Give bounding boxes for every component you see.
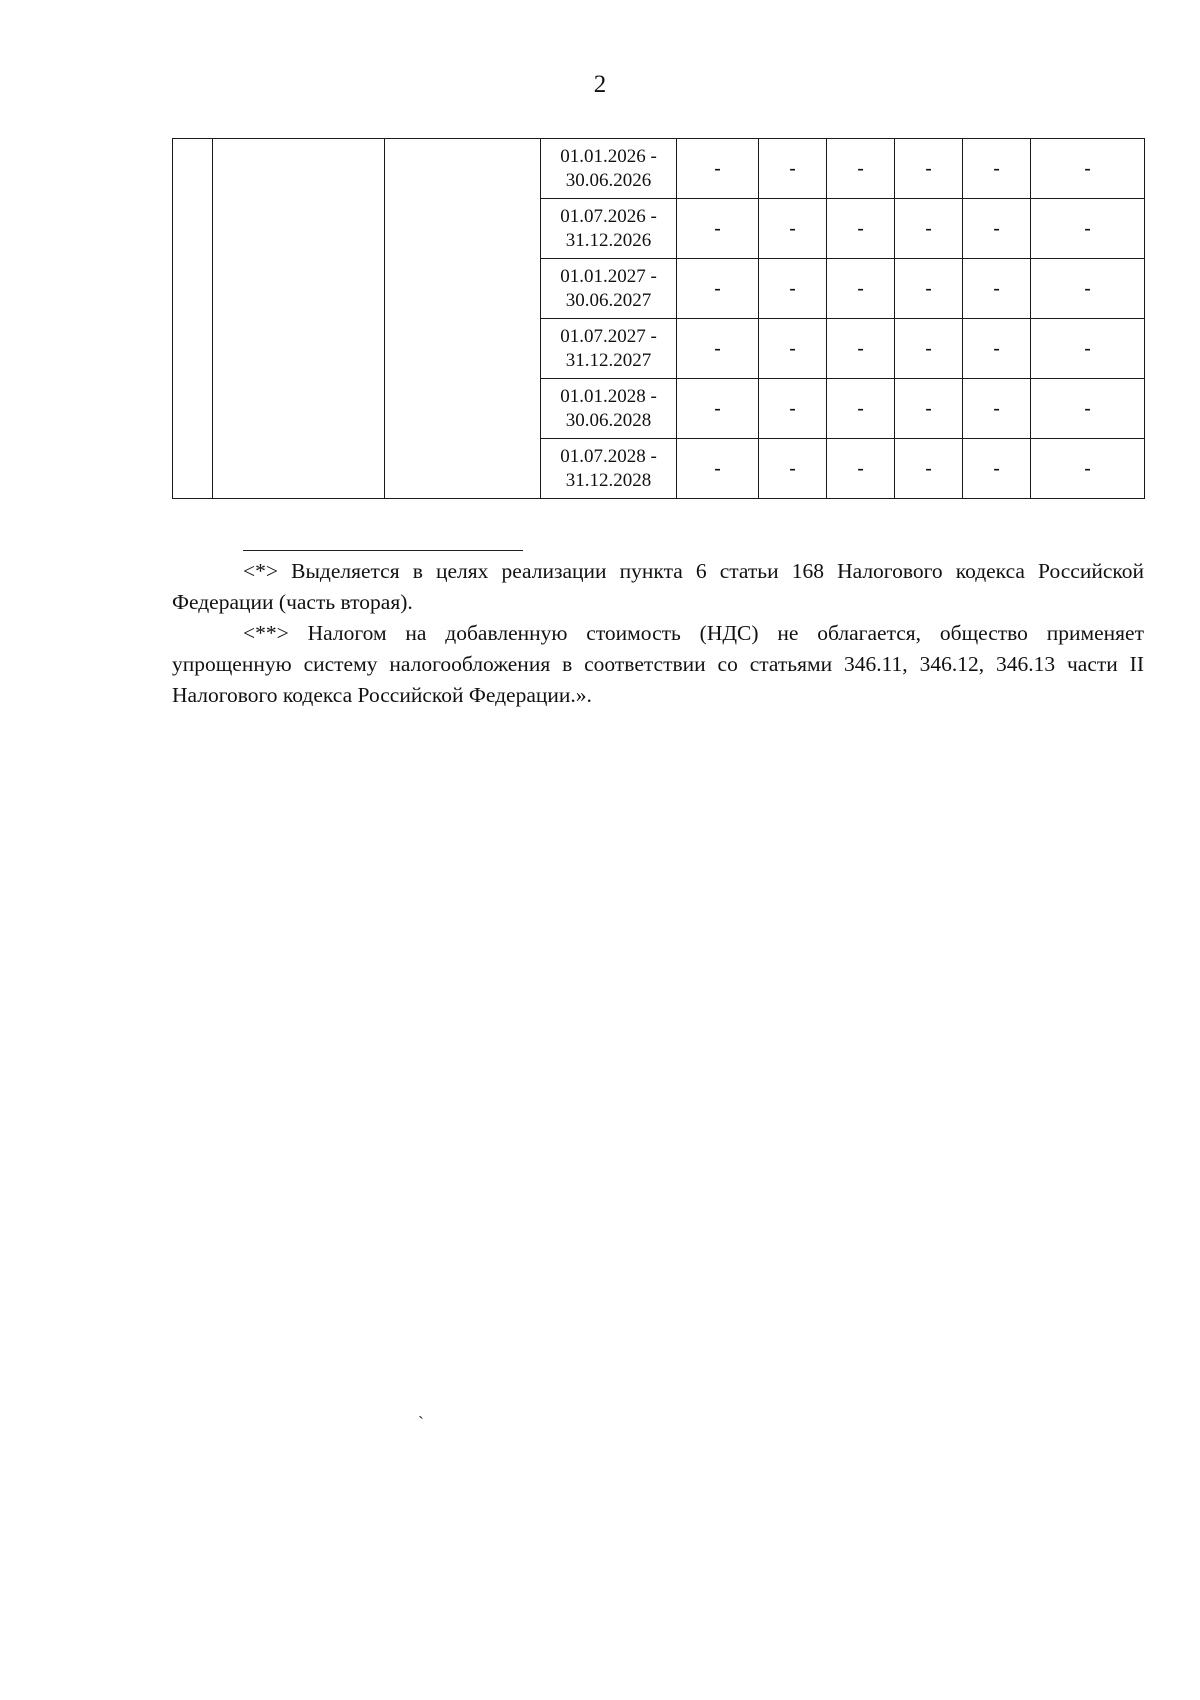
- period-end: 31.12.2028: [565, 469, 652, 491]
- period-start: 01.01.2028 -: [560, 385, 657, 407]
- value-cell: -: [759, 379, 827, 439]
- value-cell: -: [677, 259, 759, 319]
- value-cell: -: [677, 139, 759, 199]
- value-cell: -: [895, 379, 963, 439]
- period-end: 30.06.2026: [565, 169, 652, 191]
- value-cell: -: [759, 139, 827, 199]
- table-body: [173, 139, 1145, 499]
- period-end: 30.06.2027: [565, 289, 652, 311]
- period-cell: [541, 439, 677, 499]
- value-cell: -: [1031, 199, 1145, 259]
- period-start: 01.07.2028 -: [560, 445, 657, 467]
- period-cell: [541, 139, 677, 199]
- footnotes: [172, 556, 1144, 711]
- value-cell: -: [895, 139, 963, 199]
- value-cell: -: [895, 319, 963, 379]
- period-start: 01.01.2027 -: [560, 265, 657, 287]
- period-cell: [541, 199, 677, 259]
- value-cell: -: [759, 439, 827, 499]
- footnote-1: <*> Выделяется в целях реализации пункта 6 статьи 168 Налогового кодекса Российской Федерации (часть вторая).: [172, 559, 1144, 614]
- value-cell: -: [827, 139, 895, 199]
- value-cell: -: [1031, 259, 1145, 319]
- page-number: 2: [593, 71, 607, 98]
- value-cell: -: [963, 319, 1031, 379]
- value-cell: -: [963, 199, 1031, 259]
- value-cell: -: [1031, 439, 1145, 499]
- stray-mark: `: [418, 1413, 424, 1433]
- value-cell: -: [677, 199, 759, 259]
- value-cell: -: [895, 199, 963, 259]
- value-cell: -: [1031, 139, 1145, 199]
- period-end: 31.12.2027: [565, 349, 652, 371]
- tariff-table: [172, 138, 1145, 499]
- value-cell: -: [1031, 379, 1145, 439]
- value-cell: -: [963, 439, 1031, 499]
- value-cell: -: [677, 439, 759, 499]
- value-cell: -: [827, 439, 895, 499]
- table-row: [173, 139, 1145, 199]
- value-cell: -: [963, 379, 1031, 439]
- value-cell: -: [895, 259, 963, 319]
- period-cell: [541, 319, 677, 379]
- value-cell: -: [759, 199, 827, 259]
- period-cell: [541, 379, 677, 439]
- value-cell: -: [827, 379, 895, 439]
- value-cell: -: [963, 259, 1031, 319]
- value-cell: -: [677, 379, 759, 439]
- period-end: 30.06.2028: [565, 409, 652, 431]
- value-cell: -: [759, 259, 827, 319]
- footnote-2: <**> Налогом на добавленную стоимость (НДС) не облагается, общество применяет упрощенную систему налогообложения в соответствии со статьями 346.11, 346.12, 346.13 части II Налогового кодекса Российской Федерации.».: [172, 621, 1144, 707]
- empty-merged-cell: [173, 139, 213, 499]
- empty-merged-cell: [213, 139, 385, 499]
- period-end: 31.12.2026: [565, 229, 652, 251]
- period-start: 01.07.2027 -: [560, 325, 657, 347]
- value-cell: -: [759, 319, 827, 379]
- value-cell: -: [827, 259, 895, 319]
- value-cell: -: [895, 439, 963, 499]
- value-cell: -: [827, 319, 895, 379]
- value-cell: -: [963, 139, 1031, 199]
- value-cell: -: [1031, 319, 1145, 379]
- value-cell: -: [677, 319, 759, 379]
- empty-merged-cell: [385, 139, 541, 499]
- value-cell: -: [827, 199, 895, 259]
- period-start: 01.07.2026 -: [560, 205, 657, 227]
- footnote-separator: [243, 550, 523, 551]
- period-cell: [541, 259, 677, 319]
- period-start: 01.01.2026 -: [560, 145, 657, 167]
